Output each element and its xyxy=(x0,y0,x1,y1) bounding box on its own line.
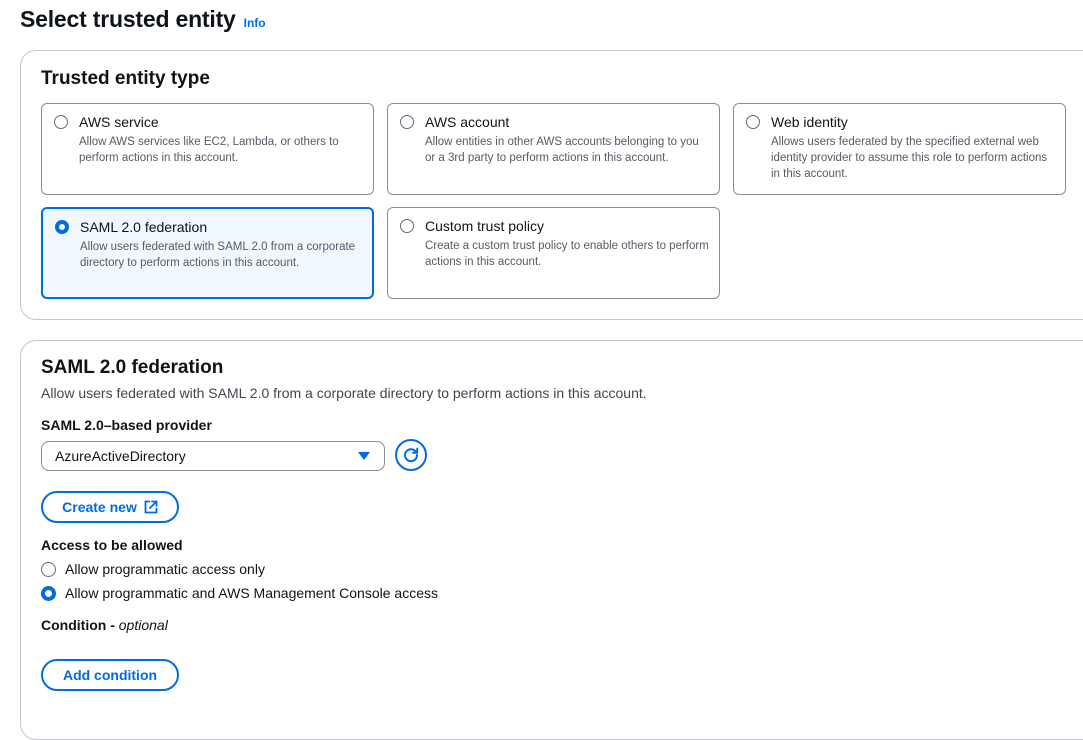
page-header xyxy=(20,6,266,33)
web-identity-radio[interactable] xyxy=(746,115,760,129)
trusted-entity-type-heading: Trusted entity type xyxy=(41,68,210,89)
saml-federation-description: Allow users federated with SAML 2.0 from a corporate directory to perform actions in this account. xyxy=(41,385,647,401)
entity-option-title: AWS service xyxy=(79,114,159,130)
entity-option-title: Web identity xyxy=(771,114,848,130)
condition-optional-text: optional xyxy=(118,617,168,633)
entity-option-custom-trust-policy[interactable] xyxy=(387,207,720,299)
add-condition-button[interactable] xyxy=(41,659,179,691)
info-link[interactable]: Info xyxy=(243,16,266,30)
entity-option-title: AWS account xyxy=(425,114,510,130)
access-option-label: Allow programmatic access only xyxy=(65,561,265,577)
trusted-entity-type-panel xyxy=(20,50,1083,320)
access-option-programmatic-and-console[interactable] xyxy=(41,585,438,601)
entity-option-web-identity[interactable] xyxy=(733,103,1066,195)
entity-option-aws-account[interactable] xyxy=(387,103,720,195)
create-new-label: Create new xyxy=(62,499,137,515)
access-option-label: Allow programmatic and AWS Management Console access xyxy=(65,585,438,601)
refresh-icon xyxy=(402,446,420,464)
add-condition-label: Add condition xyxy=(62,667,158,683)
saml-federation-radio[interactable] xyxy=(55,220,69,234)
entity-option-saml-federation[interactable] xyxy=(41,207,374,299)
condition-label xyxy=(41,617,168,633)
entity-option-description: Allow users federated with SAML 2.0 from a corporate directory to perform actions in this account. xyxy=(80,241,356,269)
saml-provider-label: SAML 2.0–based provider xyxy=(41,417,212,433)
saml-provider-select[interactable] xyxy=(41,441,385,471)
aws-service-radio[interactable] xyxy=(54,115,68,129)
external-link-icon xyxy=(144,500,158,514)
saml-federation-panel xyxy=(20,340,1083,740)
entity-option-aws-service[interactable] xyxy=(41,103,374,195)
entity-option-description: Allow AWS services like EC2, Lambda, or others to perform actions in this account. xyxy=(79,136,339,164)
page-title: Select trusted entity xyxy=(20,6,236,32)
programmatic-and-console-radio[interactable] xyxy=(41,586,56,601)
caret-down-icon xyxy=(358,452,370,460)
aws-account-radio[interactable] xyxy=(400,115,414,129)
create-new-button[interactable] xyxy=(41,491,179,523)
saml-provider-value: AzureActiveDirectory xyxy=(55,448,186,464)
entity-option-title: Custom trust policy xyxy=(425,218,545,234)
access-option-programmatic-only[interactable] xyxy=(41,561,265,577)
refresh-providers-button[interactable] xyxy=(395,439,427,471)
entity-option-title: SAML 2.0 federation xyxy=(80,219,208,235)
condition-label-text: Condition - xyxy=(41,617,119,633)
entity-option-description: Allows users federated by the specified external web identity provider to assume this role to perform actions in this account. xyxy=(771,136,1048,180)
saml-federation-heading: SAML 2.0 federation xyxy=(41,357,224,378)
custom-trust-policy-radio[interactable] xyxy=(400,219,414,233)
entity-option-description: Create a custom trust policy to enable others to perform actions in this account. xyxy=(425,240,709,268)
programmatic-only-radio[interactable] xyxy=(41,562,56,577)
entity-option-description: Allow entities in other AWS accounts belonging to you or a 3rd party to perform actions in this account. xyxy=(425,136,699,164)
access-to-be-allowed-label: Access to be allowed xyxy=(41,537,183,553)
